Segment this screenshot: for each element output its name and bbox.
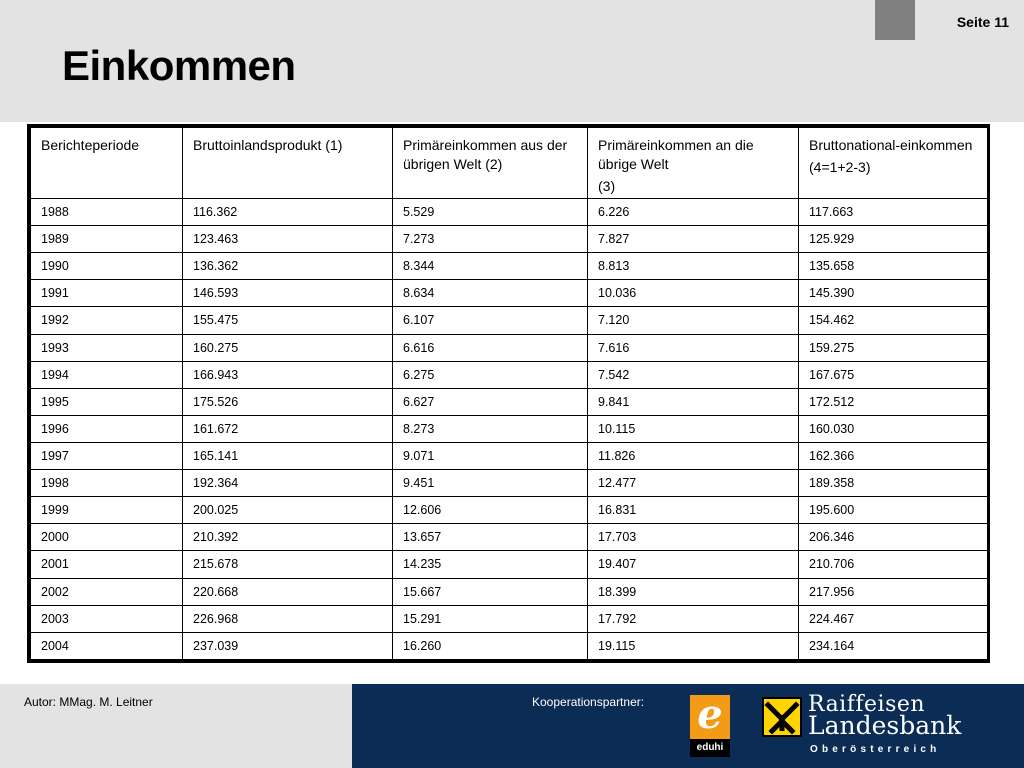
table-cell: 9.841 [588, 388, 799, 415]
table-row [31, 497, 988, 524]
table-row [31, 388, 988, 415]
table-cell: 8.813 [588, 253, 799, 280]
bank-name-line1: Raiffeisen [808, 692, 926, 717]
table-cell: 6.627 [393, 388, 588, 415]
table-cell: 224.467 [799, 605, 988, 632]
table-row [31, 226, 988, 253]
page-title: Einkommen [62, 42, 296, 89]
table-cell: 17.703 [588, 524, 799, 551]
table-cell: 1995 [31, 388, 183, 415]
table-cell: 15.667 [393, 578, 588, 605]
table-cell: 1992 [31, 307, 183, 334]
table-row [31, 605, 988, 632]
table-cell: 159.275 [799, 334, 988, 361]
eduhi-logo-icon [690, 691, 730, 757]
table-cell: 165.141 [183, 442, 393, 469]
table-cell: 8.273 [393, 415, 588, 442]
page-number: Seite 11 [956, 14, 1009, 30]
table-cell: 210.706 [799, 551, 988, 578]
table-cell: 189.358 [799, 470, 988, 497]
header-accent-square [875, 0, 915, 40]
table-cell: 135.658 [799, 253, 988, 280]
bank-name-line3: Oberösterreich [810, 744, 941, 755]
table-cell: 154.462 [799, 307, 988, 334]
table-cell: 18.399 [588, 578, 799, 605]
table-cell: 16.831 [588, 497, 799, 524]
table-cell: 8.344 [393, 253, 588, 280]
table-cell: 14.235 [393, 551, 588, 578]
table-cell: 1998 [31, 470, 183, 497]
table-header-row [31, 128, 988, 199]
table-cell: 123.463 [183, 226, 393, 253]
table-cell: 136.362 [183, 253, 393, 280]
table-cell: 7.616 [588, 334, 799, 361]
table-row [31, 632, 988, 659]
partner-label: Kooperationspartner: [532, 695, 645, 709]
table-row [31, 442, 988, 469]
table-cell: 220.668 [183, 578, 393, 605]
table-cell: 12.477 [588, 470, 799, 497]
table-cell: 166.943 [183, 361, 393, 388]
table-cell: 1999 [31, 497, 183, 524]
table-cell: 1990 [31, 253, 183, 280]
column-header: Berichteperiode [31, 128, 183, 199]
table-cell: 160.030 [799, 415, 988, 442]
table-cell: 161.672 [183, 415, 393, 442]
eduhi-logo-mark [690, 691, 730, 739]
table-cell: 217.956 [799, 578, 988, 605]
table-cell: 6.226 [588, 199, 799, 226]
table-cell: 116.362 [183, 199, 393, 226]
table-cell: 19.407 [588, 551, 799, 578]
table-cell: 125.929 [799, 226, 988, 253]
table-cell: 9.451 [393, 470, 588, 497]
table-cell: 10.115 [588, 415, 799, 442]
table-cell: 145.390 [799, 280, 988, 307]
table-cell: 215.678 [183, 551, 393, 578]
table-cell: 155.475 [183, 307, 393, 334]
table-cell: 172.512 [799, 388, 988, 415]
table-cell: 12.606 [393, 497, 588, 524]
income-table [30, 127, 988, 660]
income-table-frame [27, 124, 990, 663]
eduhi-logo-letter: e [697, 691, 723, 738]
table-cell: 146.593 [183, 280, 393, 307]
table-cell: 2000 [31, 524, 183, 551]
table-cell: 1993 [31, 334, 183, 361]
table-row [31, 578, 988, 605]
table-row [31, 551, 988, 578]
table-cell: 160.275 [183, 334, 393, 361]
table-cell: 117.663 [799, 199, 988, 226]
table-cell: 10.036 [588, 280, 799, 307]
table-cell: 6.107 [393, 307, 588, 334]
table-cell: 15.291 [393, 605, 588, 632]
table-row [31, 361, 988, 388]
bank-name-line2: Landesbank [808, 711, 962, 740]
table-cell: 19.115 [588, 632, 799, 659]
table-row [31, 470, 988, 497]
table-cell: 7.827 [588, 226, 799, 253]
column-header: Bruttonational-einkommen (4=1+2-3) [799, 128, 988, 199]
table-cell: 192.364 [183, 470, 393, 497]
table-cell: 9.071 [393, 442, 588, 469]
table-cell: 1989 [31, 226, 183, 253]
table-cell: 16.260 [393, 632, 588, 659]
table-row [31, 415, 988, 442]
table-cell: 1991 [31, 280, 183, 307]
table-cell: 6.616 [393, 334, 588, 361]
table-cell: 5.529 [393, 199, 588, 226]
table-row [31, 307, 988, 334]
author-text: Autor: MMag. M. Leitner [24, 695, 153, 709]
table-cell: 200.025 [183, 497, 393, 524]
table-cell: 206.346 [799, 524, 988, 551]
table-cell: 226.968 [183, 605, 393, 632]
table-cell: 13.657 [393, 524, 588, 551]
table-cell: 162.366 [799, 442, 988, 469]
table-cell: 6.275 [393, 361, 588, 388]
column-header: Primäreinkommen aus der übrigen Welt (2) [393, 128, 588, 199]
table-cell: 1988 [31, 199, 183, 226]
raiffeisen-gable-cross-icon [762, 697, 802, 737]
table-cell: 7.542 [588, 361, 799, 388]
table-row [31, 524, 988, 551]
table-cell: 234.164 [799, 632, 988, 659]
table-cell: 2001 [31, 551, 183, 578]
table-cell: 1994 [31, 361, 183, 388]
table-row [31, 280, 988, 307]
table-cell: 2003 [31, 605, 183, 632]
table-cell: 2004 [31, 632, 183, 659]
table-cell: 210.392 [183, 524, 393, 551]
table-cell: 2002 [31, 578, 183, 605]
table-cell: 17.792 [588, 605, 799, 632]
table-cell: 167.675 [799, 361, 988, 388]
table-cell: 7.120 [588, 307, 799, 334]
table-cell: 195.600 [799, 497, 988, 524]
table-cell: 7.273 [393, 226, 588, 253]
table-cell: 1996 [31, 415, 183, 442]
column-header: Primäreinkommen an die übrige Welt (3) [588, 128, 799, 199]
table-row [31, 199, 988, 226]
eduhi-logo-text: eduhi [690, 739, 730, 757]
column-header: Bruttoinlandsprodukt (1) [183, 128, 393, 199]
table-cell: 237.039 [183, 632, 393, 659]
table-row [31, 253, 988, 280]
table-row [31, 334, 988, 361]
table-cell: 175.526 [183, 388, 393, 415]
table-body [31, 199, 988, 660]
table-cell: 1997 [31, 442, 183, 469]
table-cell: 11.826 [588, 442, 799, 469]
table-cell: 8.634 [393, 280, 588, 307]
